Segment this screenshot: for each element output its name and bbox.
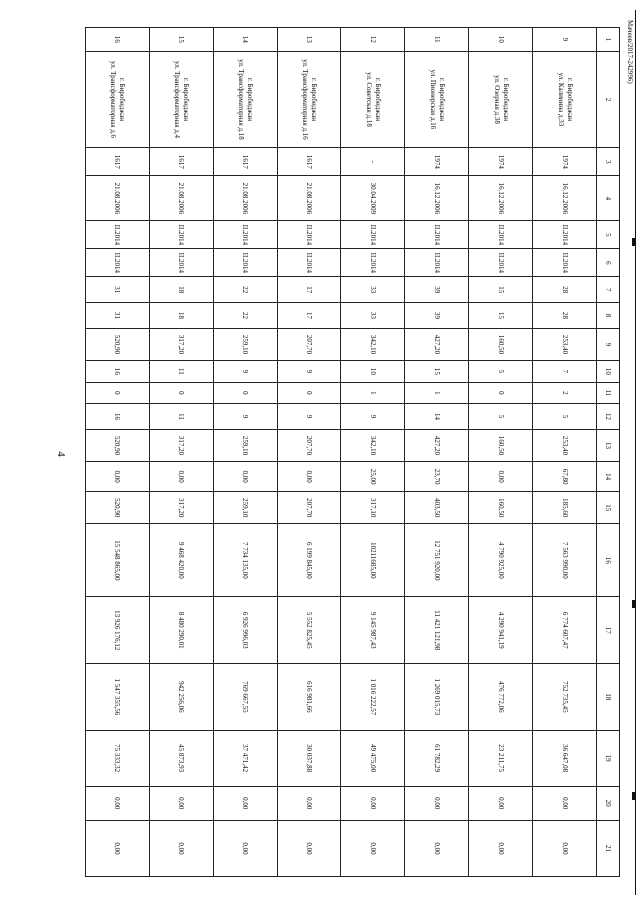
table-cell-c20: 0,00	[86, 786, 150, 820]
table-cell-c20: 0,00	[341, 786, 405, 820]
table-cell-c14: 0,00	[277, 462, 341, 492]
table-cell-c16: 4 790 925,00	[469, 524, 533, 597]
edge-tick	[632, 238, 635, 246]
table-cell-c12: 5	[533, 404, 597, 430]
margin-note-text: Мачеев/2017-242996)	[626, 20, 634, 84]
header-cell: 2	[597, 51, 620, 148]
table-cell-c17: 6 774 607,47	[533, 597, 597, 664]
edge-tick	[632, 600, 635, 608]
table-cell-c10: 9	[213, 361, 277, 382]
header-cell: 5	[597, 221, 620, 249]
street-text: ул. Пионерская д.16	[428, 69, 437, 130]
table-cell-c10: 16	[86, 361, 150, 382]
table-cell-c16: 10211685,00	[341, 524, 405, 597]
table-cell-c1: 11	[405, 28, 469, 52]
table-cell-c17: 5 552 825,45	[277, 597, 341, 664]
table-cell-c14: 0,00	[86, 462, 150, 492]
table-cell-c6: II.2014	[277, 249, 341, 277]
table-cell-c19: 61 782,29	[405, 730, 469, 786]
table-row	[533, 28, 597, 877]
table-cell-c19: 30 037,88	[277, 730, 341, 786]
table-cell-c7: 39	[405, 277, 469, 303]
city-text: г. Биробиджан	[246, 78, 255, 121]
table-cell-c13: 207,70	[277, 429, 341, 461]
table-cell-c3: 1617	[213, 148, 277, 176]
header-cell: 1	[597, 28, 620, 52]
street-text: ул. Озерная д.38	[492, 75, 501, 124]
register-table	[85, 27, 620, 877]
table-cell-c15: 207,70	[277, 492, 341, 524]
table-cell-c10: 15	[405, 361, 469, 382]
table-cell-c3: 1617	[86, 148, 150, 176]
table-cell-c4: 16.12.2006	[405, 176, 469, 221]
table-cell-c5: II.2014	[341, 221, 405, 249]
street-text: ул. Трансформаторная д.18	[237, 59, 246, 140]
table-cell-c21: 0,00	[149, 820, 213, 876]
table-cell-c17: 8 480 290,01	[149, 597, 213, 664]
table-cell-c12: 9	[341, 404, 405, 430]
header-cell: 19	[597, 730, 620, 786]
city-text: г. Биробиджан	[565, 78, 574, 121]
address-cell	[533, 51, 597, 148]
header-cell: 21	[597, 820, 620, 876]
table-cell-c4: 21.08.2006	[213, 176, 277, 221]
table-row	[213, 28, 277, 877]
table-cell-c7: 17	[277, 277, 341, 303]
table-row	[405, 28, 469, 877]
table-cell-c1: 16	[86, 28, 150, 52]
table-cell-c15: 160,50	[469, 492, 533, 524]
table-cell-c11: 0	[277, 382, 341, 403]
table-cell-c21: 0,00	[213, 820, 277, 876]
table-cell-c9: 342,10	[341, 328, 405, 360]
table-cell-c11: 2	[533, 382, 597, 403]
street-text: ул. Трансформаторная д.4	[173, 60, 182, 139]
table-cell-c7: 33	[341, 277, 405, 303]
table-cell-c20: 0,00	[469, 786, 533, 820]
address-cell	[213, 51, 277, 148]
header-row	[597, 28, 620, 877]
right-edge-line	[635, 10, 636, 895]
table-cell-c14: 0,00	[213, 462, 277, 492]
table-cell-c11: 1	[405, 382, 469, 403]
table-cell-c6: II.2014	[405, 249, 469, 277]
header-cell: 17	[597, 597, 620, 664]
city-text: г. Биробиджан	[310, 78, 319, 121]
table-cell-c12: 16	[86, 404, 150, 430]
table-cell-c9: 253,40	[533, 328, 597, 360]
table-cell-c17: 9 145 987,43	[341, 597, 405, 664]
table-cell-c7: 22	[213, 277, 277, 303]
table-cell-c14: 25,00	[341, 462, 405, 492]
table-cell-c4: 30.04.2009	[341, 176, 405, 221]
table-cell-c9: 427,20	[405, 328, 469, 360]
table-cell-c17: 11 421 121,98	[405, 597, 469, 664]
table-cell-c13: 520,90	[86, 429, 150, 461]
table-cell-c8: 15	[469, 303, 533, 329]
table-cell-c18: 1 547 355,56	[86, 664, 150, 731]
table-cell-c5: II.2014	[277, 221, 341, 249]
table-cell-c16: 12 751 920,00	[405, 524, 469, 597]
address-cell	[277, 51, 341, 148]
table-cell-c10: 5	[469, 361, 533, 382]
page-number: 4	[54, 451, 67, 457]
header-cell: 7	[597, 277, 620, 303]
header-cell: 11	[597, 382, 620, 403]
table-cell-c12: 14	[405, 404, 469, 430]
table-cell-c4: 21.08.2006	[149, 176, 213, 221]
table-cell-c18: 752 735,45	[533, 664, 597, 731]
header-cell: 16	[597, 524, 620, 597]
table-cell-c21: 0,00	[405, 820, 469, 876]
table-row	[149, 28, 213, 877]
address-cell	[86, 51, 150, 148]
header-cell: 15	[597, 492, 620, 524]
table-cell-c3: 1974	[469, 148, 533, 176]
header-cell: 6	[597, 249, 620, 277]
table-cell-c20: 0,00	[405, 786, 469, 820]
header-cell: 8	[597, 303, 620, 329]
table-cell-c3: -	[341, 148, 405, 176]
address-cell	[341, 51, 405, 148]
table-cell-c12: 11	[149, 404, 213, 430]
table-cell-c19: 45 873,93	[149, 730, 213, 786]
table-row	[469, 28, 533, 877]
table-row	[277, 28, 341, 877]
table-cell-c3: 1617	[277, 148, 341, 176]
table-row	[341, 28, 405, 877]
table-cell-c8: 28	[533, 303, 597, 329]
header-cell: 18	[597, 664, 620, 731]
table-cell-c1: 9	[533, 28, 597, 52]
address-cell	[149, 51, 213, 148]
table-cell-c15: 317,10	[341, 492, 405, 524]
table-cell-c3: 1617	[149, 148, 213, 176]
header-cell: 4	[597, 176, 620, 221]
table-cell-c13: 427,20	[405, 429, 469, 461]
table-cell-c19: 36 647,08	[533, 730, 597, 786]
header-cell: 10	[597, 361, 620, 382]
table-cell-c14: 67,80	[533, 462, 597, 492]
table-cell-c14: 23,70	[405, 462, 469, 492]
table-cell-c13: 259,10	[213, 429, 277, 461]
table-cell-c20: 0,00	[533, 786, 597, 820]
table-cell-c7: 31	[86, 277, 150, 303]
table-cell-c12: 9	[213, 404, 277, 430]
table-cell-c18: 942 256,06	[149, 664, 213, 731]
table-cell-c6: II.2014	[533, 249, 597, 277]
table-cell-c9: 317,20	[149, 328, 213, 360]
table-cell-c1: 12	[341, 28, 405, 52]
edge-tick	[632, 792, 635, 800]
table-cell-c15: 259,10	[213, 492, 277, 524]
header-cell: 20	[597, 786, 620, 820]
table-cell-c4: 21.08.2006	[277, 176, 341, 221]
table-cell-c5: II.2014	[213, 221, 277, 249]
table-cell-c1: 13	[277, 28, 341, 52]
table-cell-c8: 22	[213, 303, 277, 329]
table-cell-c5: II.2014	[405, 221, 469, 249]
table-cell-c11: 0	[213, 382, 277, 403]
table-cell-c6: II.2014	[149, 249, 213, 277]
table-cell-c1: 14	[213, 28, 277, 52]
table-cell-c7: 15	[469, 277, 533, 303]
table-cell-c19: 23 211,75	[469, 730, 533, 786]
table-cell-c18: 476 772,06	[469, 664, 533, 731]
street-text: ул. Трансформаторная д.6	[109, 60, 118, 139]
table-cell-c19: 49 475,00	[341, 730, 405, 786]
address-cell	[405, 51, 469, 148]
table-cell-c17: 4 290 941,19	[469, 597, 533, 664]
table-cell-c10: 11	[149, 361, 213, 382]
table-cell-c16: 7 734 135,00	[213, 524, 277, 597]
city-text: г. Биробиджан	[373, 78, 382, 121]
table-cell-c7: 28	[533, 277, 597, 303]
table-cell-c18: 769 667,55	[213, 664, 277, 731]
table-cell-c10: 7	[533, 361, 597, 382]
street-text: ул. Калинина д.33	[556, 72, 565, 127]
table-cell-c5: II.2014	[86, 221, 150, 249]
table-cell-c15: 185,60	[533, 492, 597, 524]
table-cell-c9: 160,50	[469, 328, 533, 360]
table-cell-c6: II.2014	[86, 249, 150, 277]
table-cell-c11: 1	[341, 382, 405, 403]
address-cell	[469, 51, 533, 148]
table-cell-c20: 0,00	[149, 786, 213, 820]
table-cell-c6: II.2014	[469, 249, 533, 277]
header-cell: 14	[597, 462, 620, 492]
table-cell-c16: 7 563 990,00	[533, 524, 597, 597]
table-cell-c14: 0,00	[149, 462, 213, 492]
city-text: г. Биробиджан	[501, 78, 510, 121]
table-cell-c5: II.2014	[533, 221, 597, 249]
table-cell-c18: 1 016 222,57	[341, 664, 405, 731]
table-cell-c19: 75 333,32	[86, 730, 150, 786]
table-cell-c21: 0,00	[277, 820, 341, 876]
table-cell-c15: 317,20	[149, 492, 213, 524]
table-cell-c17: 13 926 176,12	[86, 597, 150, 664]
table-cell-c7: 18	[149, 277, 213, 303]
table-cell-c8: 18	[149, 303, 213, 329]
table-cell-c11: 0	[149, 382, 213, 403]
table-cell-c1: 15	[149, 28, 213, 52]
table-cell-c21: 0,00	[341, 820, 405, 876]
table-cell-c9: 520,90	[86, 328, 150, 360]
street-text: ул. Трансформаторная д.16	[301, 59, 310, 140]
table-cell-c12: 5	[469, 404, 533, 430]
table-cell-c17: 6 926 996,03	[213, 597, 277, 664]
table-cell-c9: 207,70	[277, 328, 341, 360]
table-cell-c8: 17	[277, 303, 341, 329]
table-cell-c10: 9	[277, 361, 341, 382]
header-cell: 3	[597, 148, 620, 176]
table-cell-c6: II.2014	[341, 249, 405, 277]
table-cell-c4: 16.12.2006	[533, 176, 597, 221]
table-cell-c6: II.2014	[213, 249, 277, 277]
table-cell-c20: 0,00	[277, 786, 341, 820]
street-text: ул. Советская д.18	[364, 72, 373, 127]
table-cell-c3: 1974	[533, 148, 597, 176]
table-cell-c21: 0,00	[86, 820, 150, 876]
city-text: г. Биробиджан	[118, 78, 127, 121]
table-cell-c8: 31	[86, 303, 150, 329]
table-cell-c4: 16.12.2006	[469, 176, 533, 221]
table-cell-c8: 33	[341, 303, 405, 329]
table-cell-c15: 403,50	[405, 492, 469, 524]
header-cell: 9	[597, 328, 620, 360]
table-cell-c16: 6 199 845,00	[277, 524, 341, 597]
table-cell-c14: 0,00	[469, 462, 533, 492]
table-cell-c13: 160,50	[469, 429, 533, 461]
table-cell-c16: 9 468 420,00	[149, 524, 213, 597]
table-cell-c8: 39	[405, 303, 469, 329]
table-cell-c13: 253,40	[533, 429, 597, 461]
rotated-table-frame	[85, 27, 620, 877]
city-text: г. Биробиджан	[437, 78, 446, 121]
table-cell-c13: 317,20	[149, 429, 213, 461]
table-cell-c10: 10	[341, 361, 405, 382]
city-text: г. Биробиджан	[182, 78, 191, 121]
table-cell-c21: 0,00	[469, 820, 533, 876]
table-cell-c4: 21.08.2006	[86, 176, 150, 221]
table-cell-c1: 10	[469, 28, 533, 52]
table-cell-c15: 520,90	[86, 492, 150, 524]
header-cell: 13	[597, 429, 620, 461]
table-cell-c5: II.2014	[469, 221, 533, 249]
table-cell-c19: 37 471,42	[213, 730, 277, 786]
table-cell-c9: 259,10	[213, 328, 277, 360]
table-cell-c18: 616 981,66	[277, 664, 341, 731]
table-cell-c13: 342,10	[341, 429, 405, 461]
table-cell-c21: 0,00	[533, 820, 597, 876]
table-cell-c20: 0,00	[213, 786, 277, 820]
table-cell-c3: 1974	[405, 148, 469, 176]
table-cell-c11: 0	[86, 382, 150, 403]
table-cell-c11: 0	[469, 382, 533, 403]
header-cell: 12	[597, 404, 620, 430]
table-row	[86, 28, 150, 877]
table-body	[86, 28, 597, 877]
table-cell-c12: 9	[277, 404, 341, 430]
table-cell-c16: 15 548 865,00	[86, 524, 150, 597]
table-cell-c5: II.2014	[149, 221, 213, 249]
table-cell-c18: 1 269 015,73	[405, 664, 469, 731]
